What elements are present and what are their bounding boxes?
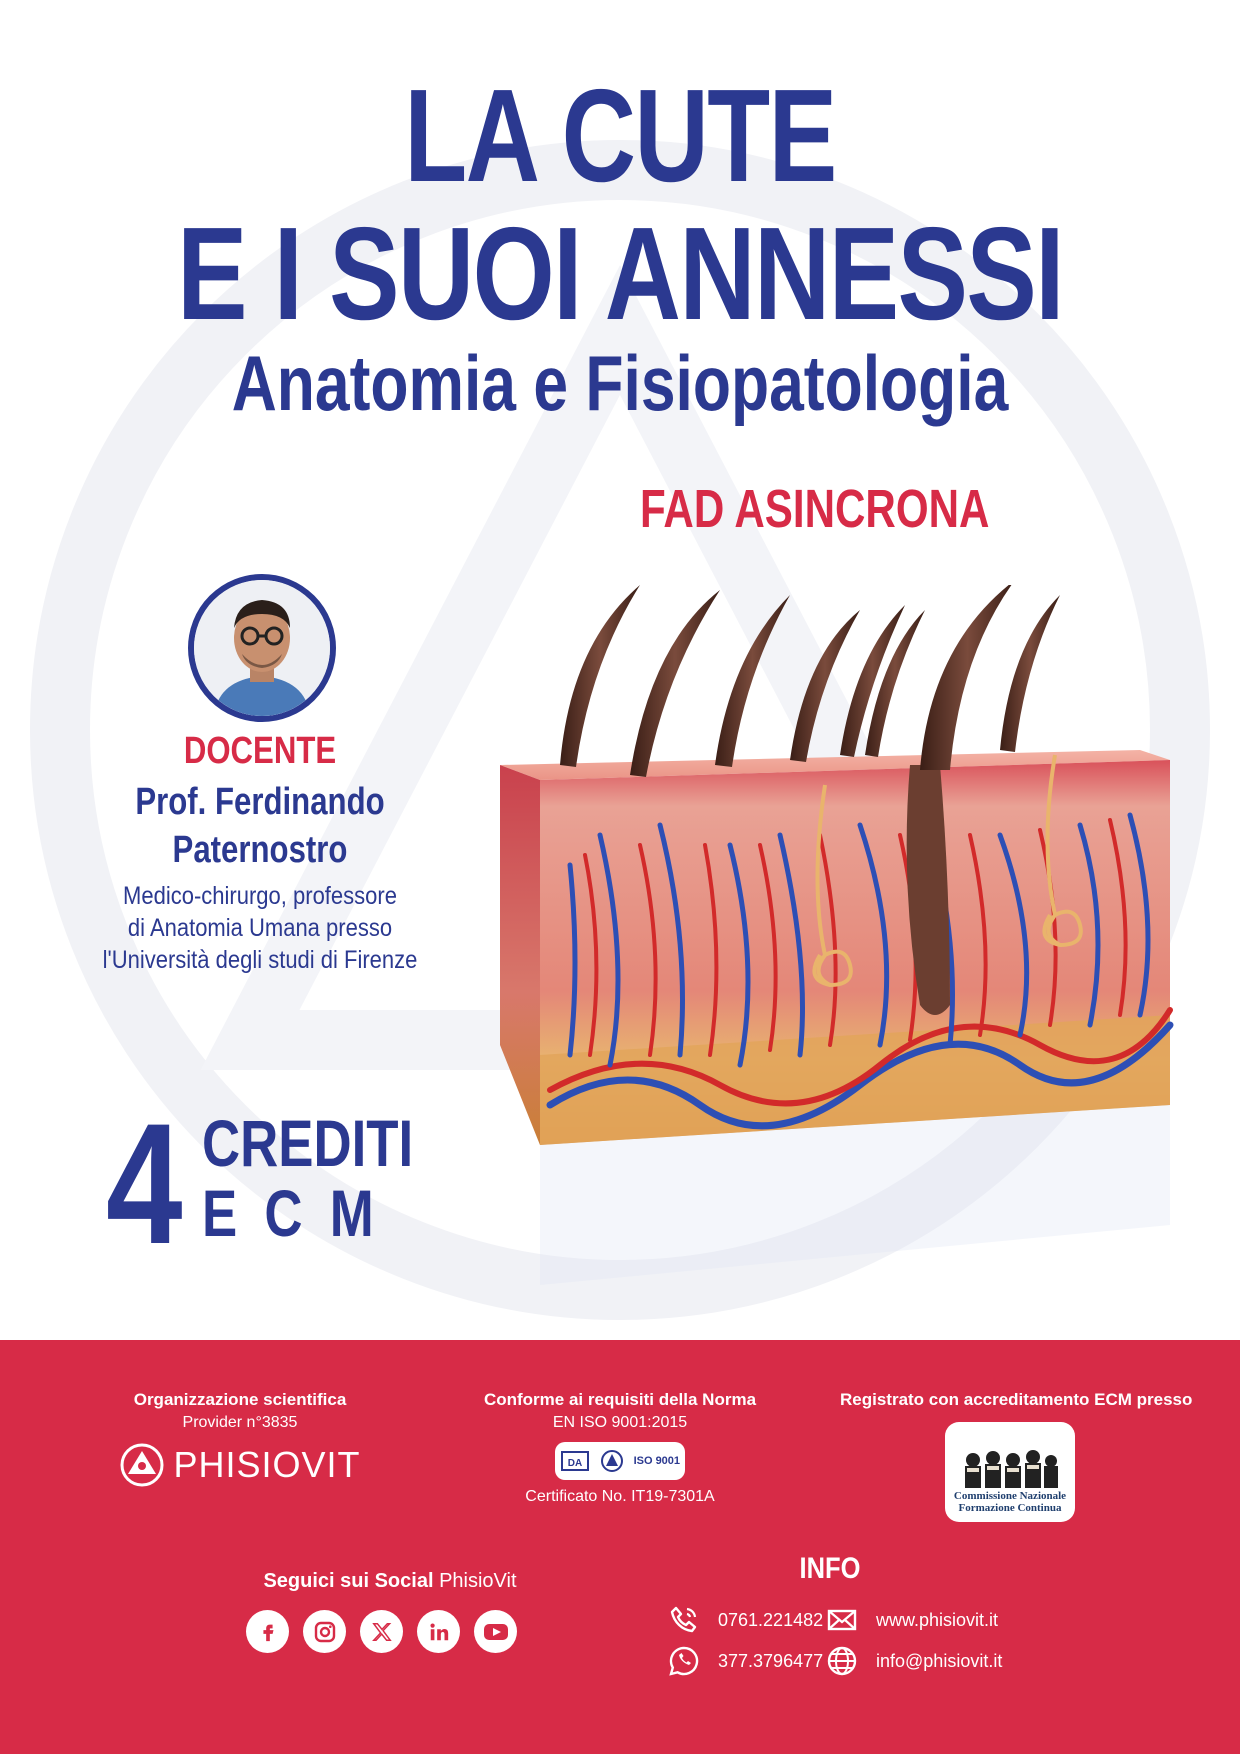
docente-desc-line1: Medico-chirurgo, professore — [123, 882, 397, 910]
ecm-column — [840, 1390, 1193, 1522]
docente-name — [96, 778, 424, 874]
whatsapp-number: 377.3796477 — [718, 1650, 824, 1671]
whatsapp-icon — [668, 1645, 700, 1677]
title-line-2: E I SUOI ANNESSI — [177, 200, 1063, 347]
skin-cross-section-illustration — [480, 585, 1200, 1345]
social-title — [200, 1570, 580, 1593]
facebook-icon[interactable] — [246, 1610, 289, 1653]
cnfc-line2: Formazione Continua — [958, 1502, 1062, 1514]
docente-name-line1: Prof. Ferdinando — [135, 781, 385, 823]
cnfc-text — [954, 1490, 1066, 1514]
phone-icon — [668, 1604, 700, 1636]
x-icon[interactable] — [360, 1610, 403, 1653]
globe-icon — [826, 1645, 858, 1677]
iso-badge-text: ISO 9001 — [633, 1455, 681, 1467]
contact-email[interactable] — [826, 1645, 1002, 1677]
cnfc-line1: Commissione Nazionale — [953, 1490, 1067, 1502]
phisiovit-logo-text: PHISIOVIT — [173, 1444, 361, 1485]
docente-desc-line3: l'Università degli studi di Firenze — [102, 946, 418, 974]
cnfc-logo[interactable] — [945, 1422, 1075, 1522]
linkedin-icon[interactable] — [417, 1610, 460, 1653]
iso-norm: EN ISO 9001:2015 — [552, 1414, 688, 1431]
docente-name-line2: Paternostro — [172, 829, 348, 871]
course-mode: FAD ASINCRONA — [640, 479, 990, 539]
contact-website[interactable] — [826, 1604, 998, 1636]
docente-desc-line2: di Anatomia Umana presso — [127, 914, 393, 942]
cnfc-emblem-icon — [955, 1444, 1065, 1490]
credits-ecm: ECM — [202, 1176, 401, 1250]
phisiovit-logo-icon — [119, 1442, 165, 1488]
org-column — [100, 1390, 380, 1488]
credits-number: 4 — [106, 1088, 183, 1280]
website-link: www.phisiovit.it — [876, 1609, 999, 1630]
instagram-icon[interactable] — [303, 1610, 346, 1653]
footer — [0, 1340, 1240, 1754]
ecm-title: Registrato con accreditamento ECM presso — [840, 1390, 1193, 1409]
mail-icon — [826, 1604, 858, 1636]
info-title: INFO — [799, 1552, 861, 1585]
youtube-icon[interactable] — [474, 1610, 517, 1653]
iso-title: Conforme ai requisiti della Norma — [483, 1390, 757, 1409]
social-title-bold: Seguici sui Social — [263, 1570, 434, 1592]
docente-description — [66, 880, 453, 976]
email-link: info@phisiovit.it — [876, 1650, 1003, 1671]
credits-word: CREDITI — [202, 1106, 414, 1180]
social-title-name: PhisioVit — [439, 1570, 517, 1592]
phone-number: 0761.221482 — [718, 1609, 824, 1630]
docente-avatar — [188, 574, 336, 722]
iso-certificate: Certificato No. IT19-7301A — [525, 1488, 715, 1505]
org-provider: Provider n°3835 — [182, 1414, 298, 1431]
org-title: Organizzazione scientifica — [133, 1390, 347, 1409]
docente-label: DOCENTE — [183, 730, 337, 772]
iso-column — [470, 1390, 770, 1506]
contact-phone[interactable] — [668, 1604, 823, 1636]
subtitle: Anatomia e Fisiopatologia — [231, 339, 1009, 427]
iso-badge — [555, 1442, 685, 1480]
contact-whatsapp[interactable] — [668, 1645, 823, 1677]
title-line-1: LA CUTE — [404, 62, 836, 209]
certification-mark-icon — [600, 1449, 624, 1473]
accreditation-mark-icon — [560, 1450, 590, 1472]
social-icons — [246, 1610, 517, 1653]
phisiovit-logo[interactable] — [100, 1442, 380, 1488]
svg-text:DA: DA — [567, 1458, 583, 1469]
